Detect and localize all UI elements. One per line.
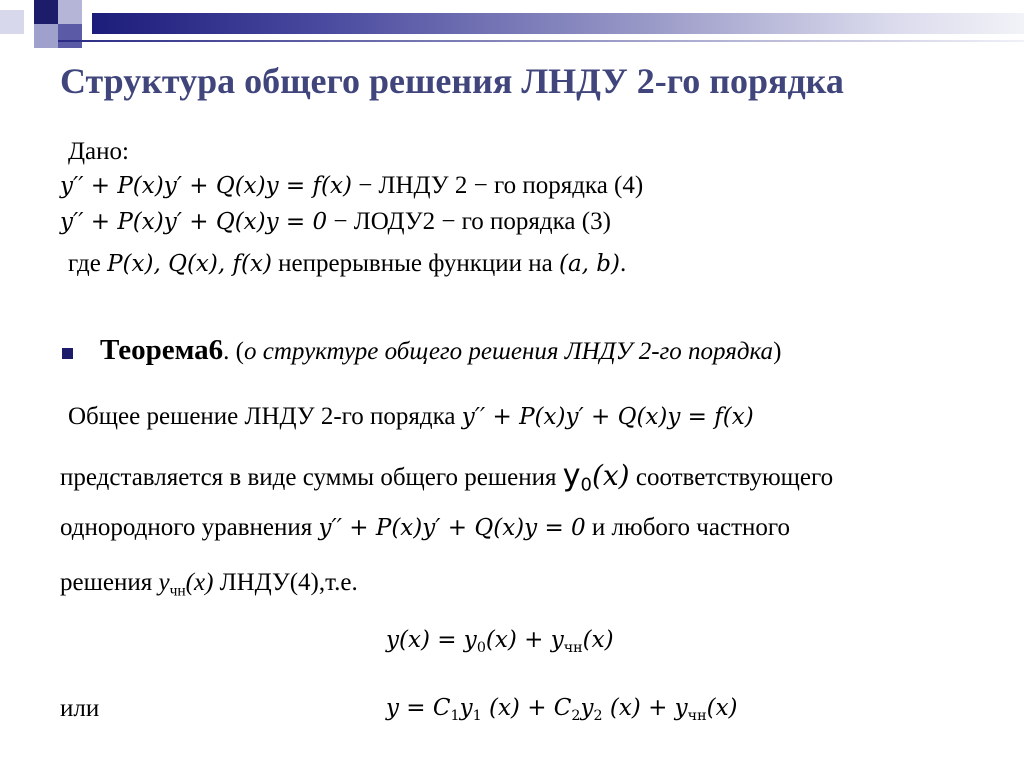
theorem-line-2: представляется в виде суммы общего решения $y_0(x)$ соответствующего [60, 458, 834, 496]
given-label: Дано: [68, 138, 129, 165]
theorem-line-1: Общее решение ЛНДУ 2-го порядка y′′ + P(x)y′ + Q(x)y = f(x) [68, 403, 754, 430]
deco-square [34, 24, 58, 48]
theorem-line-4: решения $y_{чн}(x)$ ЛНДУ(4),т.е. [60, 569, 358, 600]
formula-general-solution: $y(x) = y_0(x) + y_{чн}(x)$ [386, 627, 614, 656]
equation-4-math: y′′ + P(x)y′ + Q(x)y = f(x) [60, 173, 352, 199]
deco-square [58, 24, 82, 48]
formula-expanded-solution: $y = C_1y_1$ $(x) + C_2y_2$ $(x) + y_{чн}(x)$ [386, 695, 738, 724]
equation-3-text: − ЛОДУ2 − го порядка (3) [327, 208, 611, 235]
continuity-condition: где P(x), Q(x), f(x) непрерывные функции на (a, b). [68, 250, 627, 277]
slide-title: Структура общего решения ЛНДУ 2-го порядка [60, 61, 844, 101]
or-label: или [60, 695, 100, 722]
theorem-heading: Теорема6. (о структуре общего решения ЛНДУ 2-го порядка) [100, 334, 782, 366]
header-divider [58, 40, 1024, 42]
equation-3-math: y′′ + P(x)y′ + Q(x)y = 0 [60, 209, 328, 235]
equation-3 [60, 208, 611, 236]
theorem-line-3: однородного уравнения y′′ + P(x)y′ + Q(x)y = 0 и любого частного [60, 514, 791, 541]
deco-square [34, 0, 58, 24]
deco-square [0, 10, 24, 34]
equation-4-text: − ЛНДУ 2 − го порядка (4) [351, 172, 644, 199]
deco-square [58, 0, 82, 24]
bullet-icon [62, 348, 73, 359]
header-gradient-bar [92, 13, 1024, 34]
equation-4 [60, 172, 643, 200]
